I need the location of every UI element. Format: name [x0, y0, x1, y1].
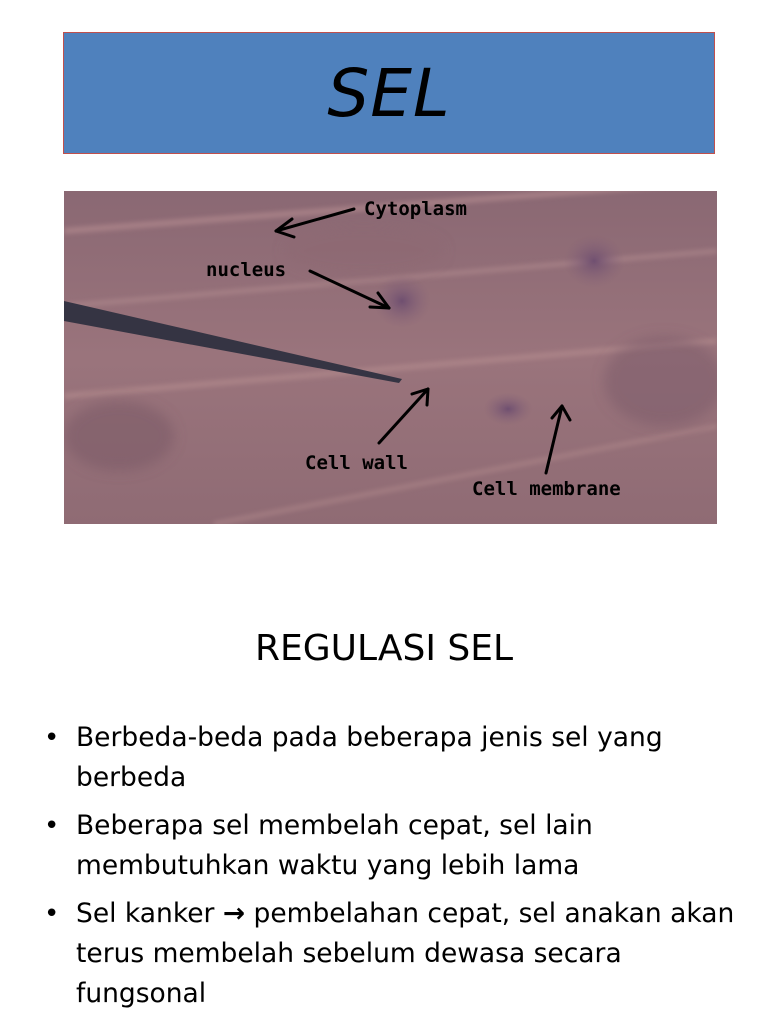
bullet-dot-icon: •: [44, 723, 60, 753]
title-banner: [63, 32, 715, 154]
bullet-text: Beberapa sel membelah cepat, sel lain membutuhkan waktu yang lebih lama: [76, 810, 593, 881]
slide-subtitle: REGULASI SEL: [254, 628, 514, 669]
bullet-item: [40, 806, 740, 886]
slide-title: SEL: [327, 54, 451, 132]
bullet-dot-icon: •: [44, 811, 60, 841]
bullet-text-post: pembelahan cepat, sel anakan akan terus membelah sebelum dewasa secara fungsonal: [76, 898, 735, 1009]
bullet-dot-icon: •: [44, 899, 60, 929]
bullet-list: [40, 718, 740, 1022]
label-cytoplasm: Cytoplasm: [364, 198, 467, 220]
bullet-text-pre: Sel kanker: [76, 898, 223, 929]
label-nucleus: nucleus: [206, 259, 287, 281]
arrow-right-icon: →: [222, 898, 246, 929]
label-cell-membrane: Cell membrane: [472, 478, 621, 500]
bullet-text: Berbeda-beda pada beberapa jenis sel yang berbeda: [76, 722, 663, 793]
label-cell-wall: Cell wall: [305, 452, 408, 474]
bullet-item: [40, 894, 740, 1014]
cell-micrograph: [64, 191, 717, 524]
bullet-item: [40, 718, 740, 798]
